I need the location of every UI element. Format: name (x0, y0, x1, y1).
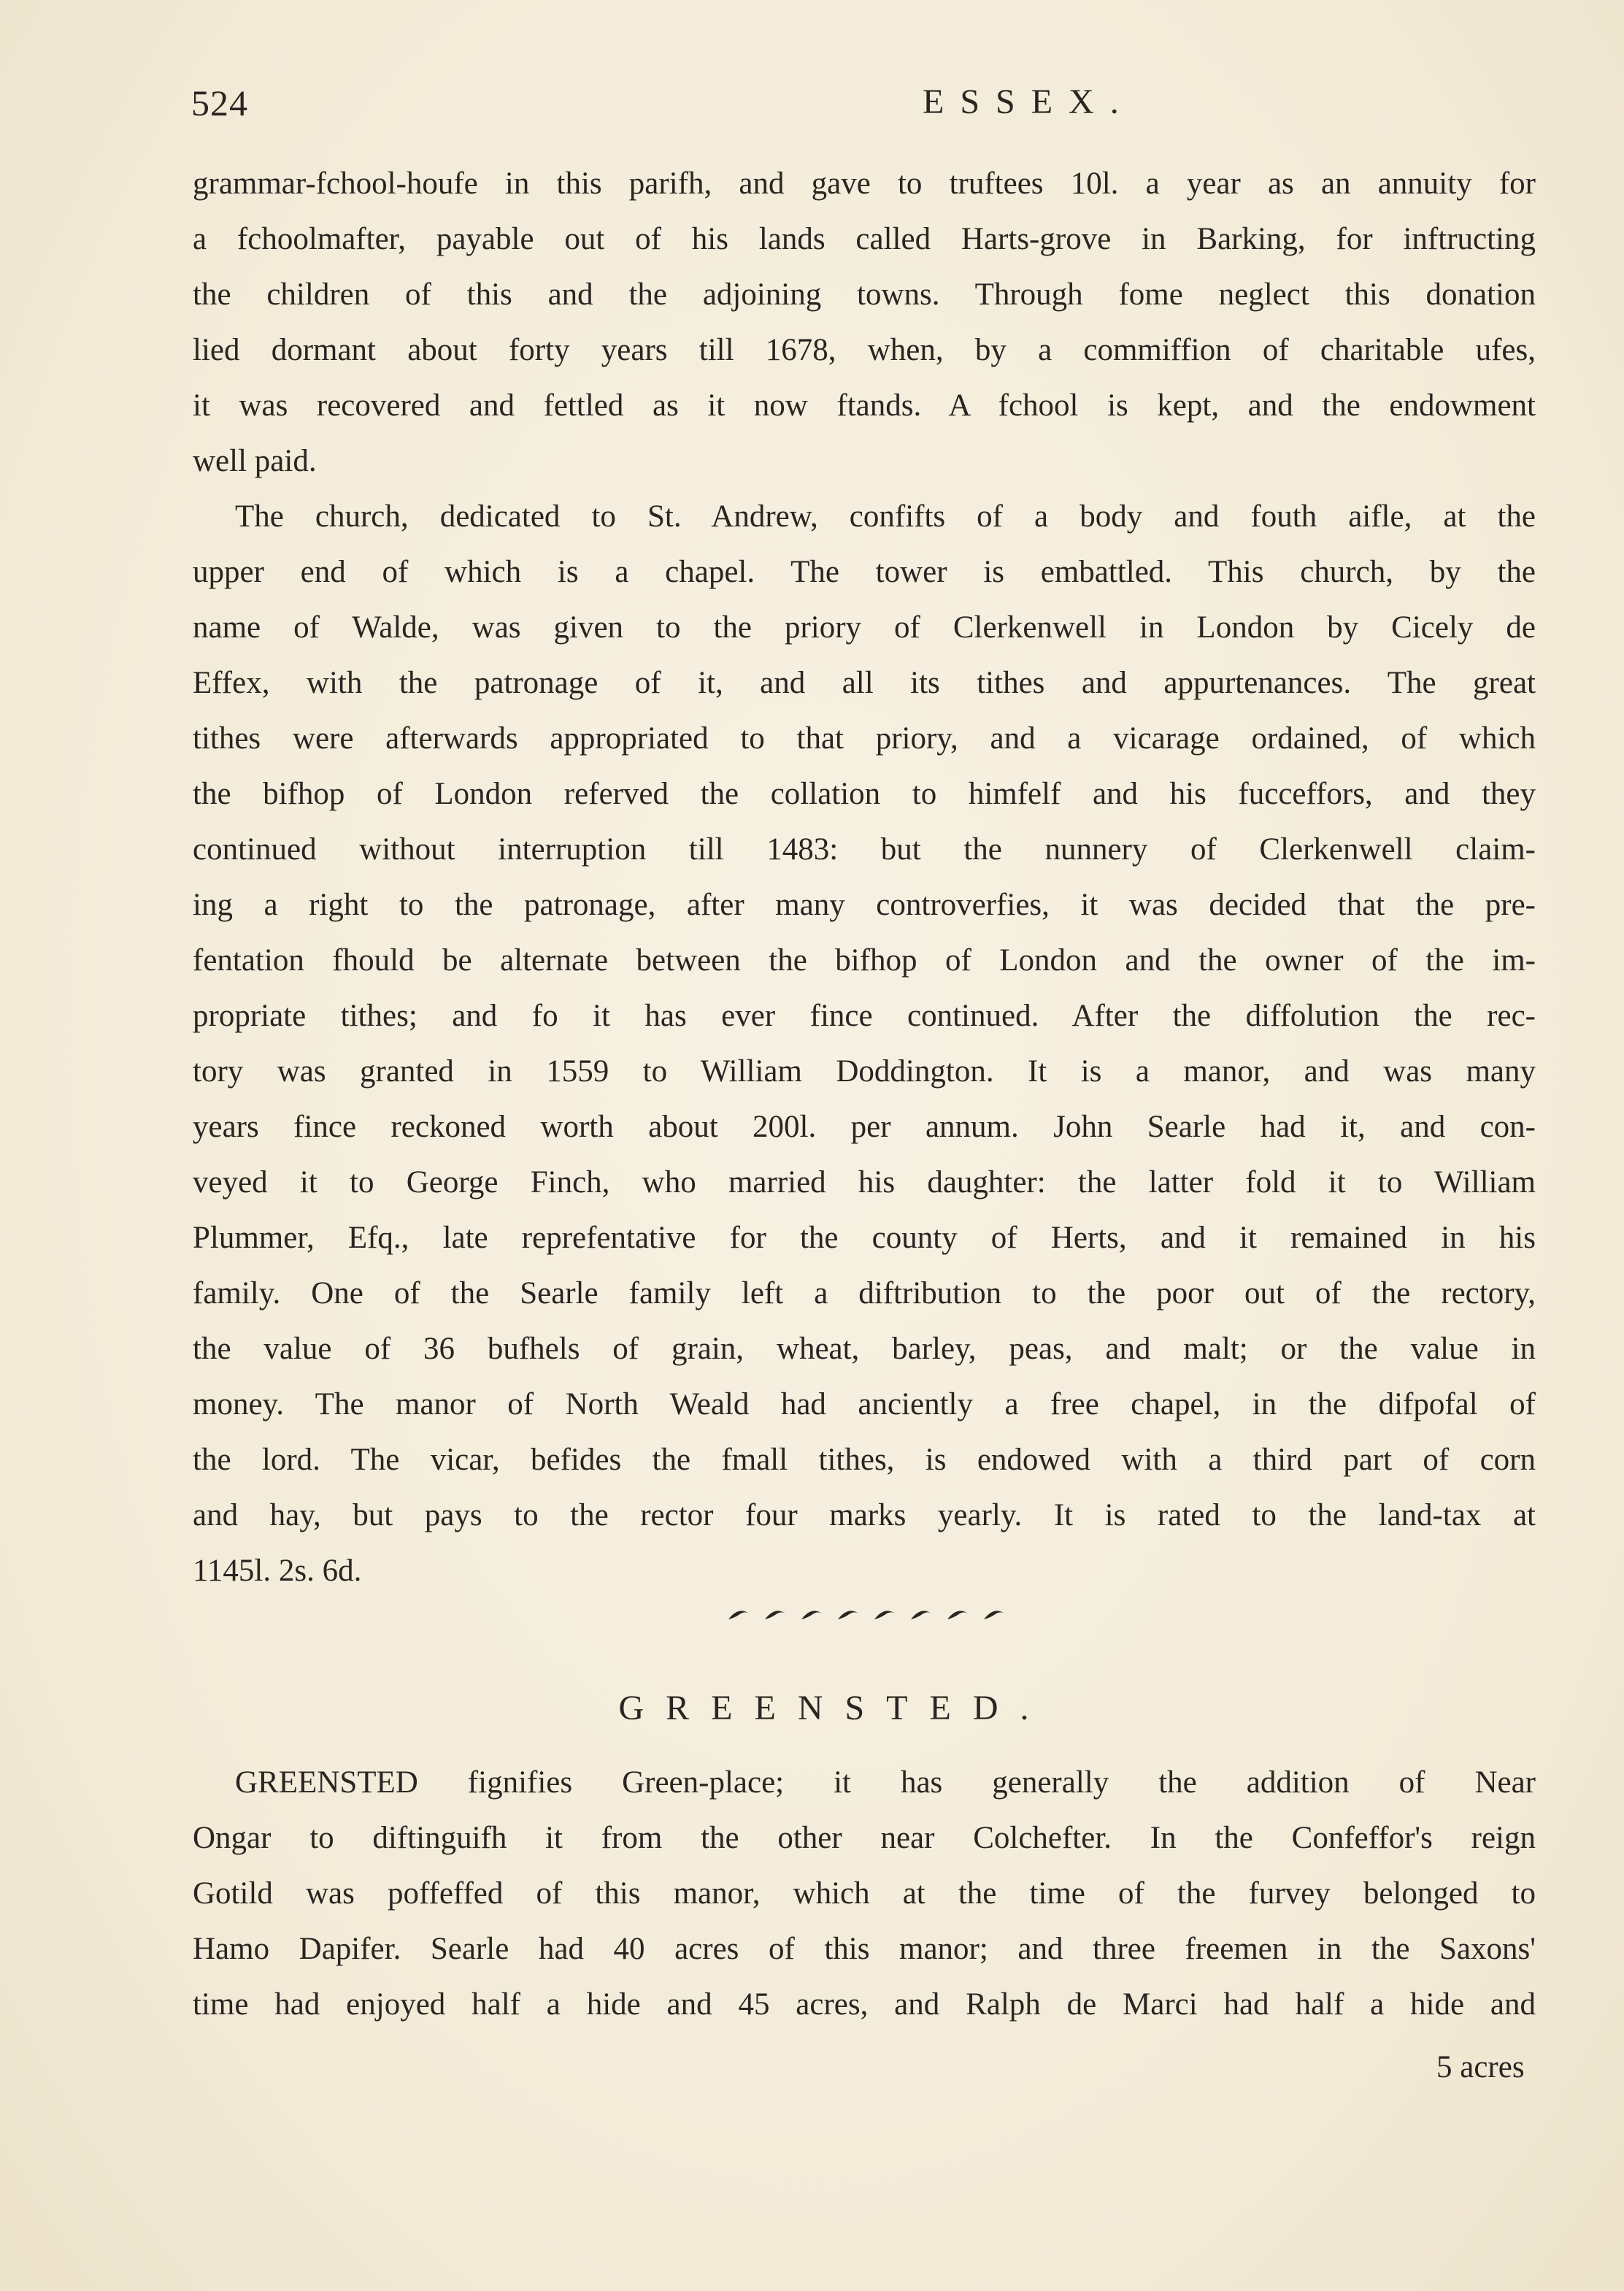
text-line: the children of this and the adjoining towns. Through fome neglect this donation (193, 277, 1536, 312)
catchword: 5 acres (1436, 2050, 1525, 2084)
text-line: Ongar to diftinguifh it from the other near Colchefter. In the Confeffor's reign (193, 1821, 1536, 1855)
text-line: Effex, with the patronage of it, and all its tithes and appurtenances. The great (193, 666, 1536, 700)
page-number: 524 (191, 82, 248, 123)
running-head (191, 82, 1534, 133)
running-title: ESSEX. (923, 82, 1135, 121)
text-line: ing a right to the patronage, after many controverfies, it was decided that the pre- (193, 888, 1536, 922)
section-heading: GREENSTED. (618, 1689, 1051, 1727)
text-line: veyed it to George Finch, who married his daughter: the latter fold it to William (193, 1165, 1536, 1200)
text-line: propriate tithes; and fo it has ever fince continued. After the diffolution the rec- (193, 999, 1536, 1033)
text-line: grammar-fchool-houfe in this parifh, and gave to truftees 10l. a year as an annuity for (193, 166, 1536, 201)
text-line: and hay, but pays to the rector four marks yearly. It is rated to the land-tax at (193, 1498, 1536, 1532)
text-line: time had enjoyed half a hide and 45 acres, and Ralph de Marci had half a hide and (193, 1987, 1536, 2022)
text-line: fentation fhould be alternate between the bifhop of London and the owner of the im- (193, 943, 1536, 978)
text-line: a fchoolmafter, payable out of his lands called Harts-grove in Barking, for inftructing (193, 222, 1536, 256)
text-line: Plummer, Efq., late reprefentative for the county of Herts, and it remained in his (193, 1221, 1536, 1255)
text-line: the lord. The vicar, befides the fmall tithes, is endowed with a third part of corn (193, 1443, 1536, 1477)
text-line: well paid. (193, 444, 317, 478)
text-line: the value of 36 bufhels of grain, wheat, barley, peas, and malt; or the value in (193, 1332, 1536, 1366)
text-line: The church, dedicated to St. Andrew, confifts of a body and fouth aifle, at the (235, 499, 1536, 534)
text-line: Gotild was poffeffed of this manor, which at the time of the furvey belonged to (193, 1876, 1536, 1911)
text-line: continued without interruption till 1483: but the nunnery of Clerkenwell claim- (193, 832, 1536, 867)
text-line: 1145l. 2s. 6d. (193, 1554, 362, 1588)
text-line: money. The manor of North Weald had anciently a free chapel, in the difpofal of (193, 1387, 1536, 1421)
text-line: years fince reckoned worth about 200l. per annum. John Searle had it, and con- (193, 1110, 1536, 1144)
text-line: lied dormant about forty years till 1678, when, by a commiffion of charitable ufes, (193, 333, 1536, 367)
text-line: tithes were afterwards appropriated to that priory, and a vicarage ordained, of which (193, 721, 1536, 756)
ornament-divider (723, 1603, 1015, 1625)
text-line: the bifhop of London referved the collation to himfelf and his fucceffors, and they (193, 777, 1536, 811)
text-line: tory was granted in 1559 to William Doddington. It is a manor, and was many (193, 1054, 1536, 1089)
text-line: upper end of which is a chapel. The tower is embattled. This church, by the (193, 555, 1536, 589)
text-line: it was recovered and fettled as it now ftands. A fchool is kept, and the endowment (193, 388, 1536, 423)
text-line: family. One of the Searle family left a diftribution to the poor out of the rectory, (193, 1276, 1536, 1310)
main-text (193, 156, 1536, 1599)
text-line: name of Walde, was given to the priory of Clerkenwell in London by Cicely de (193, 610, 1536, 645)
text-line: Hamo Dapifer. Searle had 40 acres of this manor; and three freemen in the Saxons' (193, 1932, 1536, 1966)
section-text (193, 1755, 1536, 2033)
text-line: GREENSTED fignifies Green-place; it has generally the addition of Near (235, 1765, 1536, 1800)
